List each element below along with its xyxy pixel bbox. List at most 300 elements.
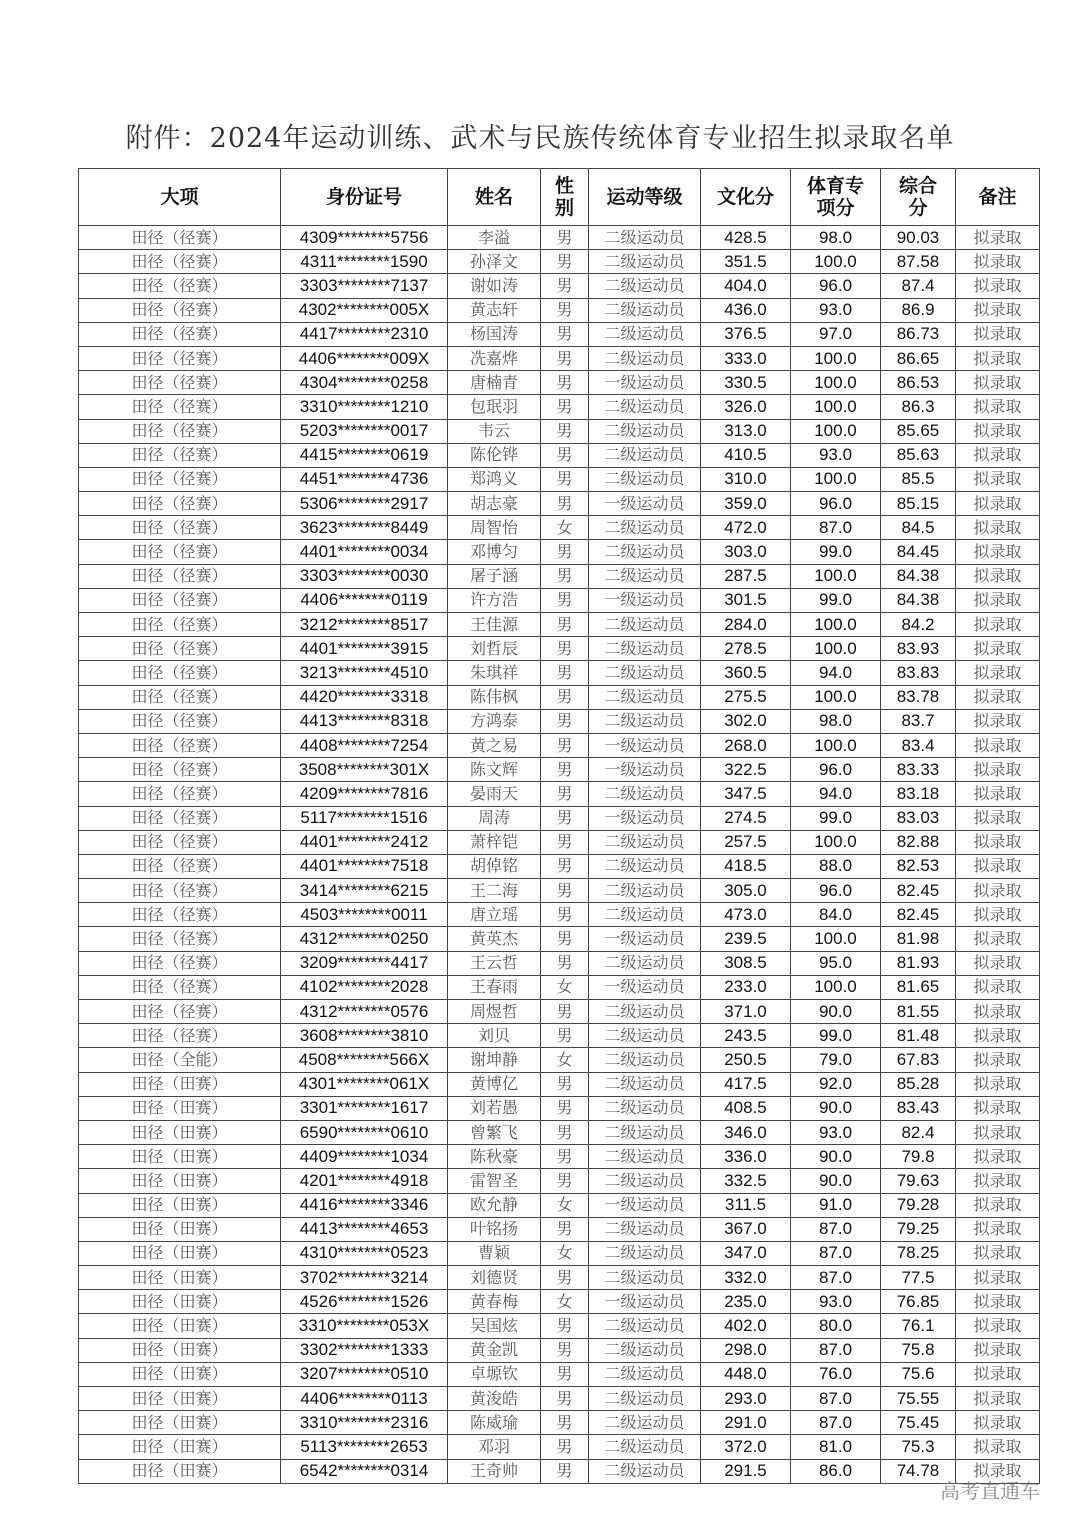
cell-name: 萧梓铠: [448, 830, 541, 854]
table-row: [79, 1120, 1040, 1144]
cell-total-score: 83.78: [881, 685, 956, 709]
watermark: 高考直通车: [940, 1479, 1040, 1503]
cell-category: 田径（径赛）: [79, 516, 281, 540]
table-row: [79, 782, 1040, 806]
cell-sport-score: 96.0: [791, 879, 881, 903]
cell-remark: 拟录取: [956, 1024, 1040, 1048]
cell-remark: 拟录取: [956, 661, 1040, 685]
cell-sport-score: 87.0: [791, 516, 881, 540]
cell-sport-score: 100.0: [791, 927, 881, 951]
cell-name: 黄之易: [448, 733, 541, 757]
cell-gender: 男: [541, 322, 589, 346]
cell-total-score: 86.53: [881, 371, 956, 395]
cell-gender: 男: [541, 758, 589, 782]
cell-gender: 男: [541, 1411, 589, 1435]
cell-remark: 拟录取: [956, 613, 1040, 637]
cell-name: 王春雨: [448, 975, 541, 999]
cell-gender: 男: [541, 637, 589, 661]
cell-name: 黄志轩: [448, 298, 541, 322]
cell-sport-level: 二级运动员: [589, 1362, 701, 1386]
table-row: [79, 1096, 1040, 1120]
cell-total-score: 75.45: [881, 1411, 956, 1435]
cell-name: 王佳源: [448, 613, 541, 637]
table-row: [79, 1024, 1040, 1048]
cell-name: 黄春梅: [448, 1290, 541, 1314]
cell-id-number: 4401********0034: [281, 540, 448, 564]
cell-remark: 拟录取: [956, 298, 1040, 322]
cell-sport-level: 二级运动员: [589, 346, 701, 370]
cell-id-number: 3310********053X: [281, 1314, 448, 1338]
cell-gender: 男: [541, 1000, 589, 1024]
cell-culture-score: 268.0: [701, 733, 791, 757]
cell-sport-score: 100.0: [791, 685, 881, 709]
cell-category: 田径（径赛）: [79, 733, 281, 757]
cell-remark: 拟录取: [956, 395, 1040, 419]
cell-category: 田径（田赛）: [79, 1314, 281, 1338]
cell-category: 田径（径赛）: [79, 951, 281, 975]
cell-total-score: 82.88: [881, 830, 956, 854]
table-row: [79, 1266, 1040, 1290]
cell-id-number: 4508********566X: [281, 1048, 448, 1072]
cell-total-score: 79.8: [881, 1145, 956, 1169]
cell-name: 陈伟枫: [448, 685, 541, 709]
cell-sport-score: 100.0: [791, 419, 881, 443]
cell-total-score: 76.85: [881, 1290, 956, 1314]
cell-total-score: 90.03: [881, 226, 956, 250]
cell-category: 田径（田赛）: [79, 1362, 281, 1386]
cell-name: 唐楠青: [448, 371, 541, 395]
header-total-score: [881, 169, 956, 226]
cell-name: 韦云: [448, 419, 541, 443]
cell-category: 田径（径赛）: [79, 685, 281, 709]
cell-sport-level: 二级运动员: [589, 1000, 701, 1024]
cell-sport-level: 二级运动员: [589, 1096, 701, 1120]
cell-culture-score: 301.5: [701, 588, 791, 612]
cell-remark: 拟录取: [956, 709, 1040, 733]
cell-sport-level: 二级运动员: [589, 1435, 701, 1459]
cell-total-score: 87.4: [881, 274, 956, 298]
cell-gender: 男: [541, 854, 589, 878]
cell-name: 方鸿泰: [448, 709, 541, 733]
cell-gender: 男: [541, 419, 589, 443]
cell-culture-score: 275.5: [701, 685, 791, 709]
cell-remark: 拟录取: [956, 637, 1040, 661]
cell-name: 陈文辉: [448, 758, 541, 782]
table-row: [79, 1000, 1040, 1024]
table-row: [79, 661, 1040, 685]
cell-sport-score: 100.0: [791, 613, 881, 637]
cell-total-score: 82.4: [881, 1120, 956, 1144]
cell-remark: 拟录取: [956, 927, 1040, 951]
document-title: 附件：2024年运动训练、武术与民族传统体育专业招生拟录取名单: [125, 123, 955, 154]
cell-name: 冼嘉烨: [448, 346, 541, 370]
cell-culture-score: 410.5: [701, 443, 791, 467]
cell-total-score: 83.33: [881, 758, 956, 782]
header-gender: [541, 169, 589, 226]
cell-id-number: 3212********8517: [281, 613, 448, 637]
table-row: [79, 226, 1040, 250]
table-row: [79, 274, 1040, 298]
cell-category: 田径（径赛）: [79, 226, 281, 250]
table-row: [79, 1193, 1040, 1217]
cell-category: 田径（田赛）: [79, 1072, 281, 1096]
cell-gender: 男: [541, 879, 589, 903]
cell-sport-level: 二级运动员: [589, 854, 701, 878]
cell-category: 田径（径赛）: [79, 298, 281, 322]
table-row: [79, 588, 1040, 612]
cell-culture-score: 472.0: [701, 516, 791, 540]
cell-name: 刘若愚: [448, 1096, 541, 1120]
cell-culture-score: 376.5: [701, 322, 791, 346]
cell-sport-score: 90.0: [791, 1145, 881, 1169]
cell-name: 杨国涛: [448, 322, 541, 346]
cell-culture-score: 473.0: [701, 903, 791, 927]
cell-sport-score: 94.0: [791, 782, 881, 806]
cell-category: 田径（径赛）: [79, 492, 281, 516]
cell-remark: 拟录取: [956, 830, 1040, 854]
cell-total-score: 84.45: [881, 540, 956, 564]
cell-id-number: 5113********2653: [281, 1435, 448, 1459]
cell-remark: 拟录取: [956, 419, 1040, 443]
cell-id-number: 4401********3915: [281, 637, 448, 661]
cell-sport-level: 一级运动员: [589, 758, 701, 782]
table-row: [79, 806, 1040, 830]
cell-gender: 男: [541, 250, 589, 274]
table-row: [79, 709, 1040, 733]
cell-sport-score: 99.0: [791, 806, 881, 830]
table-row: [79, 298, 1040, 322]
cell-culture-score: 448.0: [701, 1362, 791, 1386]
cell-sport-score: 98.0: [791, 709, 881, 733]
cell-sport-score: 92.0: [791, 1072, 881, 1096]
cell-id-number: 4408********7254: [281, 733, 448, 757]
table-header-row: [79, 169, 1040, 226]
cell-name: 雷智圣: [448, 1169, 541, 1193]
header-sport-line2: 项分: [816, 197, 855, 219]
cell-name: 黄博亿: [448, 1072, 541, 1096]
table-row: [79, 1387, 1040, 1411]
cell-remark: 拟录取: [956, 1048, 1040, 1072]
cell-sport-level: 二级运动员: [589, 1314, 701, 1338]
cell-sport-score: 94.0: [791, 661, 881, 685]
cell-sport-level: 二级运动员: [589, 1120, 701, 1144]
header-culture-score: 文化分: [701, 169, 791, 226]
cell-culture-score: 287.5: [701, 564, 791, 588]
cell-name: 刘哲辰: [448, 637, 541, 661]
cell-culture-score: 308.5: [701, 951, 791, 975]
cell-gender: 男: [541, 1217, 589, 1241]
cell-sport-score: 93.0: [791, 1290, 881, 1314]
cell-remark: 拟录取: [956, 516, 1040, 540]
cell-gender: 男: [541, 1024, 589, 1048]
cell-sport-level: 二级运动员: [589, 830, 701, 854]
cell-remark: 拟录取: [956, 1169, 1040, 1193]
table-row: [79, 903, 1040, 927]
cell-total-score: 81.65: [881, 975, 956, 999]
cell-total-score: 87.58: [881, 250, 956, 274]
cell-category: 田径（径赛）: [79, 806, 281, 830]
cell-total-score: 77.5: [881, 1266, 956, 1290]
header-sport-score: [791, 169, 881, 226]
cell-gender: 男: [541, 1072, 589, 1096]
table-row: [79, 443, 1040, 467]
table-row: [79, 1362, 1040, 1386]
cell-sport-level: 二级运动员: [589, 613, 701, 637]
cell-sport-score: 100.0: [791, 250, 881, 274]
cell-id-number: 3414********6215: [281, 879, 448, 903]
cell-sport-level: 一级运动员: [589, 1193, 701, 1217]
cell-total-score: 78.25: [881, 1241, 956, 1265]
cell-sport-score: 96.0: [791, 492, 881, 516]
cell-category: 田径（径赛）: [79, 322, 281, 346]
cell-category: 田径（径赛）: [79, 903, 281, 927]
table-row: [79, 516, 1040, 540]
cell-sport-level: 二级运动员: [589, 1072, 701, 1096]
cell-gender: 女: [541, 1241, 589, 1265]
table-row: [79, 250, 1040, 274]
cell-name: 陈伦铧: [448, 443, 541, 467]
cell-total-score: 83.93: [881, 637, 956, 661]
cell-remark: 拟录取: [956, 1435, 1040, 1459]
cell-remark: 拟录取: [956, 1266, 1040, 1290]
header-total-line1: 综合: [898, 175, 937, 197]
cell-culture-score: 436.0: [701, 298, 791, 322]
cell-id-number: 3209********4417: [281, 951, 448, 975]
cell-culture-score: 333.0: [701, 346, 791, 370]
cell-sport-score: 100.0: [791, 395, 881, 419]
cell-gender: 女: [541, 1048, 589, 1072]
cell-gender: 男: [541, 1459, 589, 1483]
cell-total-score: 75.3: [881, 1435, 956, 1459]
cell-name: 周煜哲: [448, 1000, 541, 1024]
cell-remark: 拟录取: [956, 588, 1040, 612]
cell-name: 黄金凯: [448, 1338, 541, 1362]
cell-sport-score: 100.0: [791, 346, 881, 370]
table-row: [79, 322, 1040, 346]
cell-name: 王云哲: [448, 951, 541, 975]
cell-total-score: 85.63: [881, 443, 956, 467]
cell-total-score: 81.98: [881, 927, 956, 951]
cell-culture-score: 408.5: [701, 1096, 791, 1120]
cell-total-score: 79.25: [881, 1217, 956, 1241]
cell-name: 王奇帅: [448, 1459, 541, 1483]
cell-category: 田径（田赛）: [79, 1217, 281, 1241]
table-row: [79, 927, 1040, 951]
cell-name: 黄英杰: [448, 927, 541, 951]
cell-sport-score: 87.0: [791, 1241, 881, 1265]
cell-name: 谢如涛: [448, 274, 541, 298]
cell-id-number: 4312********0250: [281, 927, 448, 951]
cell-remark: 拟录取: [956, 1145, 1040, 1169]
cell-category: 田径（径赛）: [79, 975, 281, 999]
cell-culture-score: 313.0: [701, 419, 791, 443]
cell-id-number: 4304********0258: [281, 371, 448, 395]
cell-id-number: 4309********5756: [281, 226, 448, 250]
cell-culture-score: 360.5: [701, 661, 791, 685]
cell-remark: 拟录取: [956, 903, 1040, 927]
cell-sport-level: 二级运动员: [589, 1217, 701, 1241]
cell-culture-score: 305.0: [701, 879, 791, 903]
table-row: [79, 540, 1040, 564]
cell-sport-level: 二级运动员: [589, 1266, 701, 1290]
cell-gender: 女: [541, 975, 589, 999]
cell-category: 田径（田赛）: [79, 1096, 281, 1120]
cell-sport-level: 一级运动员: [589, 733, 701, 757]
cell-remark: 拟录取: [956, 371, 1040, 395]
cell-gender: 男: [541, 1362, 589, 1386]
cell-category: 田径（径赛）: [79, 782, 281, 806]
cell-culture-score: 235.0: [701, 1290, 791, 1314]
cell-category: 田径（径赛）: [79, 588, 281, 612]
cell-id-number: 6590********0610: [281, 1120, 448, 1144]
cell-sport-score: 100.0: [791, 733, 881, 757]
cell-id-number: 3301********1617: [281, 1096, 448, 1120]
cell-culture-score: 311.5: [701, 1193, 791, 1217]
cell-category: 田径（径赛）: [79, 1000, 281, 1024]
cell-culture-score: 302.0: [701, 709, 791, 733]
cell-id-number: 4416********3346: [281, 1193, 448, 1217]
cell-category: 田径（田赛）: [79, 1193, 281, 1217]
cell-gender: 男: [541, 492, 589, 516]
cell-culture-score: 291.5: [701, 1459, 791, 1483]
cell-culture-score: 417.5: [701, 1072, 791, 1096]
header-gender-line2: 别: [554, 197, 574, 219]
cell-category: 田径（径赛）: [79, 419, 281, 443]
cell-name: 胡倬铭: [448, 854, 541, 878]
cell-remark: 拟录取: [956, 1411, 1040, 1435]
cell-gender: 男: [541, 274, 589, 298]
cell-remark: 拟录取: [956, 274, 1040, 298]
cell-remark: 拟录取: [956, 854, 1040, 878]
cell-category: 田径（径赛）: [79, 927, 281, 951]
cell-id-number: 4420********3318: [281, 685, 448, 709]
cell-name: 谢坤静: [448, 1048, 541, 1072]
table-row: [79, 1338, 1040, 1362]
cell-gender: 男: [541, 588, 589, 612]
cell-remark: 拟录取: [956, 806, 1040, 830]
cell-gender: 男: [541, 613, 589, 637]
cell-category: 田径（径赛）: [79, 613, 281, 637]
cell-gender: 男: [541, 371, 589, 395]
cell-sport-score: 98.0: [791, 226, 881, 250]
table-row: [79, 1145, 1040, 1169]
cell-sport-score: 80.0: [791, 1314, 881, 1338]
cell-id-number: 4417********2310: [281, 322, 448, 346]
cell-culture-score: 257.5: [701, 830, 791, 854]
cell-sport-score: 96.0: [791, 274, 881, 298]
cell-culture-score: 347.5: [701, 782, 791, 806]
cell-gender: 女: [541, 1193, 589, 1217]
cell-gender: 男: [541, 782, 589, 806]
cell-name: 刘贝: [448, 1024, 541, 1048]
cell-remark: 拟录取: [956, 1387, 1040, 1411]
header-category: 大项: [79, 169, 281, 226]
cell-category: 田径（径赛）: [79, 274, 281, 298]
cell-remark: 拟录取: [956, 685, 1040, 709]
cell-id-number: 3213********4510: [281, 661, 448, 685]
cell-id-number: 4401********2412: [281, 830, 448, 854]
cell-sport-level: 一级运动员: [589, 927, 701, 951]
cell-culture-score: 284.0: [701, 613, 791, 637]
cell-total-score: 83.83: [881, 661, 956, 685]
cell-id-number: 4413********4653: [281, 1217, 448, 1241]
cell-category: 田径（径赛）: [79, 467, 281, 491]
cell-culture-score: 243.5: [701, 1024, 791, 1048]
table-row: [79, 733, 1040, 757]
cell-category: 田径（径赛）: [79, 346, 281, 370]
cell-remark: 拟录取: [956, 1459, 1040, 1483]
cell-gender: 男: [541, 1435, 589, 1459]
cell-category: 田径（径赛）: [79, 661, 281, 685]
cell-total-score: 85.15: [881, 492, 956, 516]
cell-category: 田径（径赛）: [79, 758, 281, 782]
cell-remark: 拟录取: [956, 975, 1040, 999]
cell-total-score: 79.63: [881, 1169, 956, 1193]
cell-total-score: 86.3: [881, 395, 956, 419]
cell-id-number: 4451********4736: [281, 467, 448, 491]
cell-total-score: 84.2: [881, 613, 956, 637]
cell-id-number: 6542********0314: [281, 1459, 448, 1483]
cell-category: 田径（径赛）: [79, 250, 281, 274]
cell-remark: 拟录取: [956, 1362, 1040, 1386]
cell-sport-level: 二级运动员: [589, 443, 701, 467]
cell-sport-score: 100.0: [791, 371, 881, 395]
cell-total-score: 84.5: [881, 516, 956, 540]
cell-gender: 男: [541, 346, 589, 370]
cell-category: 田径（径赛）: [79, 879, 281, 903]
cell-sport-score: 87.0: [791, 1387, 881, 1411]
cell-culture-score: 274.5: [701, 806, 791, 830]
cell-category: 田径（田赛）: [79, 1145, 281, 1169]
cell-culture-score: 239.5: [701, 927, 791, 951]
cell-sport-score: 96.0: [791, 758, 881, 782]
cell-sport-level: 二级运动员: [589, 322, 701, 346]
cell-gender: 男: [541, 661, 589, 685]
header-total-line2: 分: [908, 197, 928, 219]
cell-remark: 拟录取: [956, 1096, 1040, 1120]
cell-gender: 男: [541, 1169, 589, 1193]
table-row: [79, 830, 1040, 854]
header-remark: 备注: [956, 169, 1040, 226]
cell-gender: 男: [541, 298, 589, 322]
cell-sport-score: 88.0: [791, 854, 881, 878]
cell-total-score: 86.65: [881, 346, 956, 370]
cell-culture-score: 367.0: [701, 1217, 791, 1241]
cell-remark: 拟录取: [956, 951, 1040, 975]
cell-total-score: 75.8: [881, 1338, 956, 1362]
cell-sport-level: 一级运动员: [589, 806, 701, 830]
cell-gender: 男: [541, 685, 589, 709]
cell-id-number: 3310********1210: [281, 395, 448, 419]
cell-category: 田径（径赛）: [79, 1024, 281, 1048]
table-row: [79, 758, 1040, 782]
cell-sport-level: 一级运动员: [589, 588, 701, 612]
cell-remark: 拟录取: [956, 492, 1040, 516]
cell-category: 田径（田赛）: [79, 1338, 281, 1362]
cell-sport-level: 一级运动员: [589, 371, 701, 395]
cell-gender: 男: [541, 443, 589, 467]
cell-category: 田径（径赛）: [79, 443, 281, 467]
cell-category: 田径（径赛）: [79, 540, 281, 564]
cell-sport-score: 87.0: [791, 1338, 881, 1362]
cell-name: 欧允静: [448, 1193, 541, 1217]
cell-total-score: 83.7: [881, 709, 956, 733]
cell-remark: 拟录取: [956, 782, 1040, 806]
cell-id-number: 4102********2028: [281, 975, 448, 999]
cell-name: 邓羽: [448, 1435, 541, 1459]
cell-sport-score: 90.0: [791, 1000, 881, 1024]
cell-name: 孙泽文: [448, 250, 541, 274]
